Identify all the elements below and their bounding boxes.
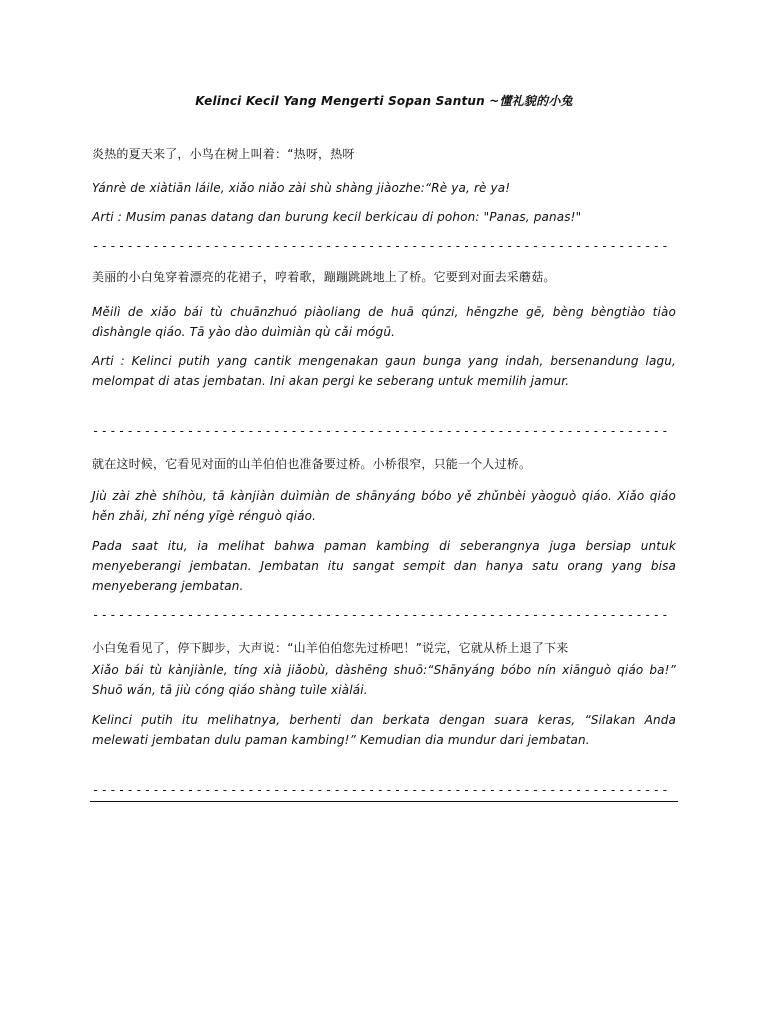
pinyin-text-3: Jiù zài zhè shíhòu, tā kànjiàn duìmiàn de shānyáng bóbo yě zhǔnbèi yàoguò qiáo. Xiǎo qiáo hěn zhǎi, zhǐ néng yīgè rénguò qiáo. [92, 489, 676, 523]
separator-line: ------------------------------------------------------------------- [92, 424, 670, 438]
bottom-rule [90, 801, 678, 802]
translation-text-3: Pada saat itu, ia melihat bahwa paman kambing di seberangnya juga bersiap untuk menyeberangi jembatan. Jembatan itu sangat sempit dan hanya satu orang yang bisa menyeberang jembatan. [92, 539, 676, 593]
pinyin-text-4: Xiǎo bái tù kànjiànle, tíng xià jiǎobù, dàshēng shuō:“Shānyáng bóbo nín xiānguò qiáo ba!” Shuō wán, tā jiù cóng qiáo shàng tuìle xiàlái. [92, 663, 676, 697]
chinese-text-2: 美丽的小白兔穿着漂亮的花裙子，哼着歌，蹦蹦跳跳地上了桥。它要到对面去采蘑菇。 [92, 270, 556, 284]
translation-text-2: Arti : Kelinci putih yang cantik mengenakan gaun bunga yang indah, bersenandung lagu, melompat di atas jembatan. Ini akan pergi ke seberang untuk memilih jamur. [92, 354, 676, 388]
chinese-text-3: 就在这时候，它看见对面的山羊伯伯也准备要过桥。小桥很窄，只能一个人过桥。 [92, 457, 532, 471]
translation-text-1: Arti : Musim panas datang dan burung kecil berkicau di pohon: "Panas, panas!" [92, 210, 582, 224]
separator-line: ------------------------------------------------------------------- [92, 783, 670, 797]
pinyin-text-2: Měilì de xiǎo bái tù chuānzhuó piàoliang de huā qúnzi, hēngzhe gē, bèng bèngtiào tiào dìshàngle qiáo. Tā yào dào duìmiàn qù cǎi mógū. [92, 305, 676, 339]
chinese-text-1: 炎热的夏天来了，小鸟在树上叫着：“热呀，热呀 [92, 147, 355, 161]
translation-text-4: Kelinci putih itu melihatnya, berhenti dan berkata dengan suara keras, “Silakan Anda melewati jembatan dulu paman kambing!” Kemudian dia mundur dari jembatan. [92, 713, 676, 747]
separator-line: ------------------------------------------------------------------- [92, 239, 670, 253]
chinese-text-4: 小白兔看见了，停下脚步，大声说：“山羊伯伯您先过桥吧！”说完，它就从桥上退了下来 [92, 641, 569, 655]
pinyin-text-1: Yánrè de xiàtiān láile, xiǎo niǎo zài shù shàng jiàozhe:“Rè ya, rè ya! [92, 181, 511, 195]
document-title: Kelinci Kecil Yang Mengerti Sopan Santun ~懂礼貌的小兔 [195, 94, 573, 108]
separator-line: ------------------------------------------------------------------- [92, 608, 670, 622]
